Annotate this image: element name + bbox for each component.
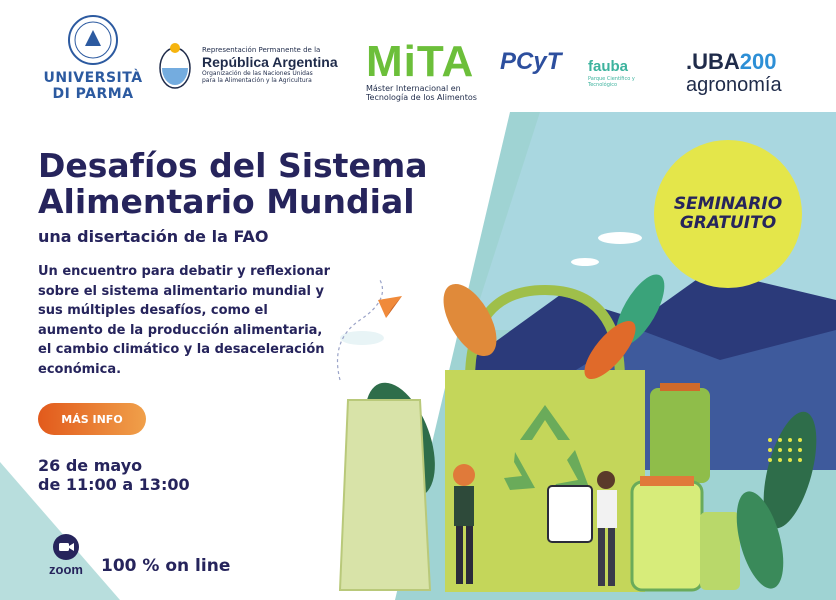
cup <box>548 486 592 542</box>
arg-sub-text-2: para la Alimentación y la Agricultura <box>202 77 312 84</box>
event-title <box>38 148 498 220</box>
online-text: 100 % on line <box>101 556 231 576</box>
desc-line: aumento de la producción alimentaria, <box>38 322 323 338</box>
desc-line: económica. <box>38 361 122 377</box>
arg-small-text: Representación Permanente de la <box>202 46 321 54</box>
jar <box>650 388 710 483</box>
uba-prefix: .UBA <box>686 49 740 74</box>
date-line1: 26 de mayo <box>38 456 143 475</box>
argentina-shield-icon <box>158 40 192 92</box>
desc-line: Un encuentro para debatir y reflexionar <box>38 264 331 279</box>
zoom-logo <box>38 534 94 578</box>
zoom-video-icon <box>53 534 79 560</box>
cloud <box>598 232 642 244</box>
mita-caption-2: Tecnología de los Alimentos <box>366 93 477 102</box>
mita-caption-1: Máster Internacional en <box>366 84 461 93</box>
uba-number: 200 <box>739 49 777 74</box>
jar-lid <box>640 476 694 486</box>
arg-big-text: República Argentina <box>202 54 338 70</box>
desc-line: el cambio climático y la desaceleración <box>38 342 325 357</box>
seminario-gratuito-badge <box>654 140 802 288</box>
zoom-label: zoom <box>49 562 83 577</box>
jar-lid <box>660 383 700 391</box>
arg-sub-text-1: Organización de las Naciones Unidas <box>202 70 313 77</box>
jar <box>632 482 702 590</box>
logo-row <box>0 0 836 118</box>
mita-logo <box>366 37 478 106</box>
jar <box>700 512 740 590</box>
mita-word: MiTA <box>366 37 475 86</box>
date-line2: de 11:00 a 13:00 <box>38 475 190 494</box>
universita-di-parma-logo <box>38 14 148 110</box>
unipr-name-line1: UNIVERSITÀ <box>43 70 143 86</box>
republica-argentina-logo <box>158 40 358 100</box>
desc-line: sus múltiples desafíos, como el <box>38 303 268 318</box>
uba-line2: agronomía <box>686 74 782 96</box>
uba-line1 <box>686 50 806 74</box>
pcyt-fauba-logo <box>500 48 650 88</box>
mas-info-button[interactable]: MÁS INFO <box>38 403 146 435</box>
title-line1: Desafíos del Sistema <box>38 146 428 185</box>
paper-plane-icon <box>378 296 402 318</box>
unipr-name-line2: DI PARMA <box>52 86 134 102</box>
event-subtitle: una disertación de la FAO <box>38 227 269 246</box>
cloud <box>571 258 599 266</box>
event-date <box>38 456 190 494</box>
net-bag <box>340 400 430 590</box>
badge-line1: SEMINARIO <box>673 194 783 214</box>
uba200-agronomia-logo <box>686 50 806 102</box>
pcyt-text: PCyT <box>500 48 562 75</box>
event-description <box>38 262 348 379</box>
fauba-text: fauba <box>588 58 629 75</box>
fauba-tiny-text: Parque Científico y Tecnológico <box>588 76 635 88</box>
desc-line: sobre el sistema alimentario mundial y <box>38 283 324 299</box>
badge-line2: GRATUITO <box>679 213 777 233</box>
title-line2: Alimentario Mundial <box>38 182 415 221</box>
university-seal-icon <box>67 14 119 66</box>
